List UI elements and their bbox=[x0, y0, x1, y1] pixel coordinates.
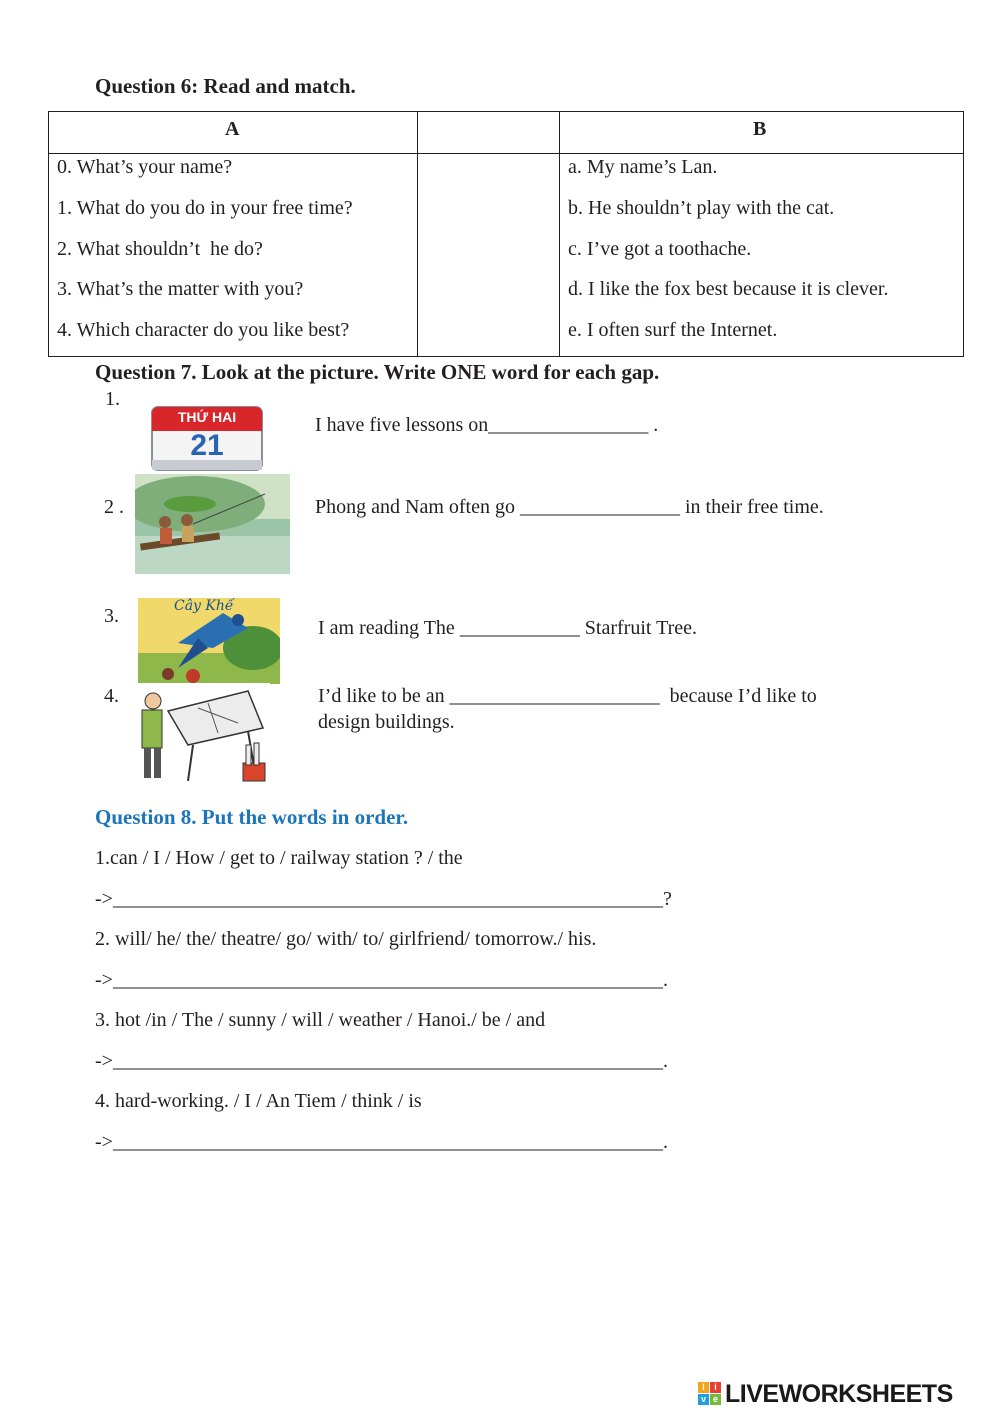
b-item-a: a. My name’s Lan. bbox=[568, 156, 718, 178]
col-a-header: A bbox=[225, 118, 240, 140]
architect-picture bbox=[128, 683, 270, 783]
table-header-divider bbox=[49, 153, 963, 154]
b-item-e: e. I often surf the Internet. bbox=[568, 319, 778, 341]
b-item-b: b. He shouldn’t play with the cat. bbox=[568, 197, 835, 219]
a-item-1: 1. What do you do in your free time? bbox=[57, 197, 353, 219]
q7-item-3-text: I am reading The ____________ Starfruit Tree. bbox=[318, 617, 698, 639]
q7-item-4-number: 4. bbox=[104, 685, 119, 707]
q7-item-4-text-line2: design buildings. bbox=[318, 711, 455, 733]
q7-title: Question 7. Look at the picture. Write ONE word for each gap. bbox=[95, 360, 660, 384]
a-item-4: 4. Which character do you like best? bbox=[57, 319, 350, 341]
logo-grid-icon: l i v e bbox=[698, 1382, 722, 1406]
b-item-d: d. I like the fox best because it is clever. bbox=[568, 278, 889, 300]
q7-item-2-text: Phong and Nam often go ________________ in their free time. bbox=[315, 496, 824, 518]
a-item-3: 3. What’s the matter with you? bbox=[57, 278, 304, 300]
calendar-date: 21 bbox=[190, 429, 224, 462]
table-col-divider-1 bbox=[417, 112, 418, 356]
q7-item-4-text: I’d like to be an _____________________ because I’d like to bbox=[318, 685, 817, 707]
q8-item-2-answer-line[interactable]: ->_______________________________________________________. bbox=[95, 969, 668, 991]
a-item-2: 2. What shouldn’t he do? bbox=[57, 238, 263, 260]
match-table bbox=[48, 111, 964, 357]
col-b-header: B bbox=[753, 118, 767, 140]
starfruit-book-picture bbox=[138, 598, 280, 684]
logo-text: LIVEWORKSHEETS bbox=[725, 1380, 953, 1408]
q8-item-3-prompt: 3. hot /in / The / sunny / will / weather / Hanoi./ be / and bbox=[95, 1009, 546, 1031]
calendar-picture bbox=[150, 405, 264, 472]
q7-item-2-number: 2 . bbox=[104, 496, 124, 518]
calendar-day-label: THỨ HAI bbox=[177, 409, 237, 425]
q6-title: Question 6: Read and match. bbox=[95, 74, 356, 98]
liveworksheets-logo bbox=[698, 1380, 994, 1408]
q8-item-3-answer-line[interactable]: ->_______________________________________________________. bbox=[95, 1050, 668, 1072]
q7-item-1-text: I have five lessons on________________ . bbox=[315, 414, 659, 436]
q8-item-1-answer-line[interactable]: ->_______________________________________________________? bbox=[95, 888, 672, 910]
q8-item-2-prompt: 2. will/ he/ the/ theatre/ go/ with/ to/ girlfriend/ tomorrow./ his. bbox=[95, 928, 597, 950]
fishing-picture bbox=[135, 474, 290, 574]
q8-item-4-answer-line[interactable]: ->_______________________________________________________. bbox=[95, 1131, 668, 1153]
book-title: Cây Khế bbox=[174, 598, 234, 614]
q7-item-1-number: 1. bbox=[105, 388, 120, 410]
b-item-c: c. I’ve got a toothache. bbox=[568, 238, 752, 260]
q8-item-1-prompt: 1.can / I / How / get to / railway station ? / the bbox=[95, 847, 463, 869]
a-item-0: 0. What’s your name? bbox=[57, 156, 233, 178]
q7-item-3-number: 3. bbox=[104, 605, 119, 627]
q8-item-4-prompt: 4. hard-working. / I / An Tiem / think / is bbox=[95, 1090, 422, 1112]
q8-title: Question 8. Put the words in order. bbox=[95, 805, 409, 829]
table-col-divider-2 bbox=[559, 112, 560, 356]
